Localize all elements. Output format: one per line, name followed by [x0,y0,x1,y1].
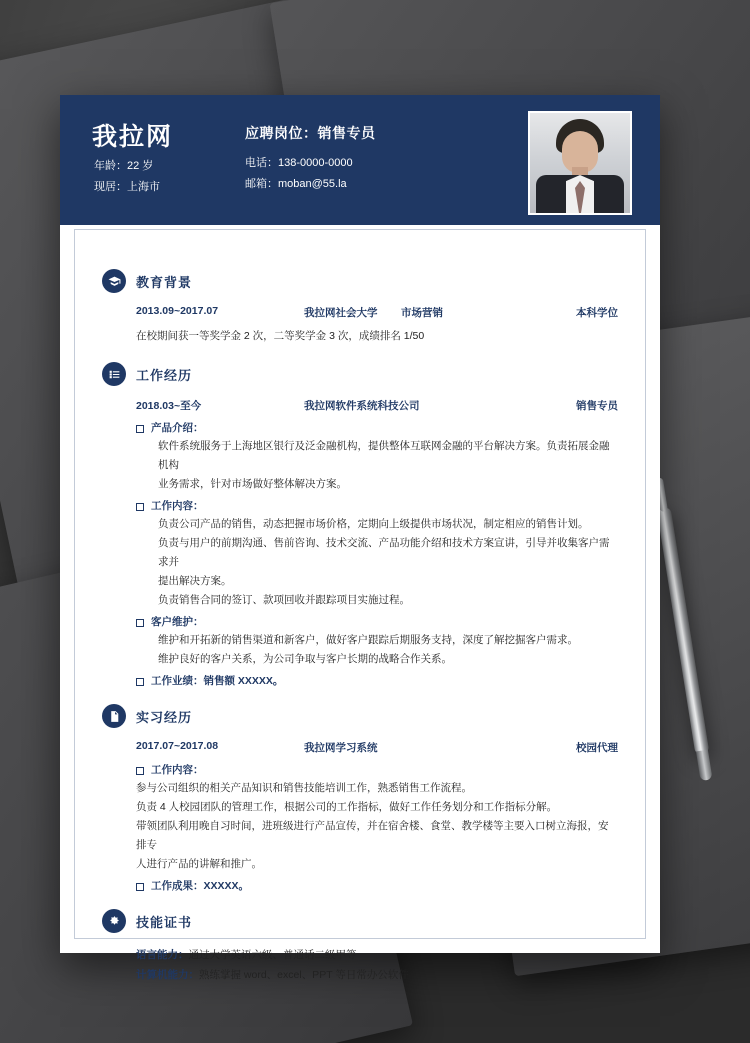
section-internship-header [102,704,618,728]
work-item-1-line-3: 负责销售合同的签订、款项回收并跟踪项目实施过程。 [158,594,410,606]
work-item-label [136,614,618,629]
internship-org: 我拉网学习系统 [304,742,378,754]
work-item-1-line-2: 提出解决方案。 [158,575,232,587]
education-major: 市场营销 [401,307,443,319]
square-bullet-icon [136,619,144,627]
work-role: 销售专员 [576,400,618,412]
badge-star-icon [102,909,126,933]
work-item-0-label: 产品介绍： [151,422,204,434]
phone-line: 电话：138-0000-0000 [245,157,353,169]
email-line: 邮箱：moban@55.la [245,178,347,190]
section-work [102,362,618,688]
header-contact-info [245,123,376,195]
education-degree: 本科学位 [576,307,618,319]
skill-value-computer: 熟练掌握 word、excel、PPT 等日常办公软件 [199,969,409,981]
task-list-icon [102,362,126,386]
section-education-title: 教育背景 [136,274,193,290]
work-item-1-line-0: 负责公司产品的销售，动态把握市场价格，定期向上级提供市场状况，制定相应的销售计划。 [158,518,589,530]
section-work-title: 工作经历 [136,367,193,383]
work-item-label [136,498,618,513]
header-personal-info [94,156,160,198]
document-icon [102,704,126,728]
internship-item-0-label: 工作内容： [151,764,204,776]
education-note: 在校期间获一等奖学金 2 次，二等奖学金 3 次，成绩排名 1/50 [136,330,425,342]
square-bullet-icon [136,503,144,511]
age-line: 年龄：22 岁 [94,160,154,172]
internship-item-label [136,762,618,777]
internship-date: 2017.07~2017.08 [136,740,219,752]
square-bullet-icon [136,767,144,775]
section-internship-title: 实习经历 [136,709,193,725]
resume-body [60,225,660,981]
internship-row [136,740,618,755]
internship-paragraph-3: 人进行产品的讲解和推广。 [136,858,262,870]
internship-paragraph-0: 参与公司组织的相关产品知识和销售技能培训工作，熟悉销售工作流程。 [136,782,472,794]
city-line: 现居：上海市 [94,181,160,193]
skill-row-language [136,945,618,965]
work-item-0-line-1: 业务需求，针对市场做好整体解决方案。 [158,478,347,490]
section-skills [102,909,618,985]
skills-list [136,945,618,985]
skill-label-computer: 计算机能力： [136,969,199,981]
education-school: 我拉网社会大学 [304,307,378,319]
avatar [528,111,632,215]
work-item-0-line-0: 软件系统服务于上海地区银行及泛金融机构，提供整体互联网金融的平台解决方案。负责拓展金融机构 [158,440,610,471]
square-bullet-icon [136,425,144,433]
work-row [136,398,618,413]
job-title: 应聘岗位：销售专员 [245,125,376,141]
graduation-cap-icon [102,269,126,293]
section-skills-header [102,909,618,933]
work-item-3-label: 工作业绩：销售额 XXXXX。 [151,675,284,687]
skill-row-computer [136,965,618,985]
brand-name: 我拉网 [92,123,174,151]
resume-header [60,95,660,225]
internship-role: 校园代理 [576,742,618,754]
internship-paragraph-1: 负责 4 人校园团队的管理工作，根据公司的工作指标，做好工作任务划分和工作指标分解。 [136,801,558,813]
internship-item-label [136,878,618,893]
section-education-header [102,269,618,293]
education-row [136,305,618,320]
work-item-2-line-0: 维护和开拓新的销售渠道和新客户，做好客户跟踪后期服务支持，深度了解挖掘客户需求。 [158,634,578,646]
work-item-2-line-1: 维护良好的客户关系，为公司争取与客户长期的战略合作关系。 [158,653,452,665]
square-bullet-icon [136,678,144,686]
work-item-label [136,673,618,688]
skill-value-language: 通过大学英语六级、普通话二级甲等 [188,949,357,961]
work-item-1-label: 工作内容： [151,500,204,512]
internship-paragraph-2: 带领团队利用晚自习时间，进班级进行产品宣传，并在宿舍楼、食堂、教学楼等主要入口树立海报，安排专 [136,820,609,851]
work-company: 我拉网软件系统科技公司 [304,400,420,412]
section-internship [102,704,618,893]
section-work-header [102,362,618,386]
work-item-1-line-1: 负责与用户的前期沟通、售前咨询、技术交流、产品功能介绍和技术方案宣讲，引导并收集客户需求并 [158,537,610,568]
resume-sheet [60,95,660,981]
internship-result-label: 工作成果：XXXXX。 [151,880,250,892]
work-item-label [136,420,618,435]
square-bullet-icon [136,883,144,891]
section-skills-title: 技能证书 [136,914,193,930]
section-education [102,269,618,346]
work-item-2-label: 客户维护： [151,616,204,628]
education-date: 2013.09~2017.07 [136,305,219,317]
skill-label-language: 语言能力： [136,949,189,961]
work-date: 2018.03~至今 [136,400,202,412]
